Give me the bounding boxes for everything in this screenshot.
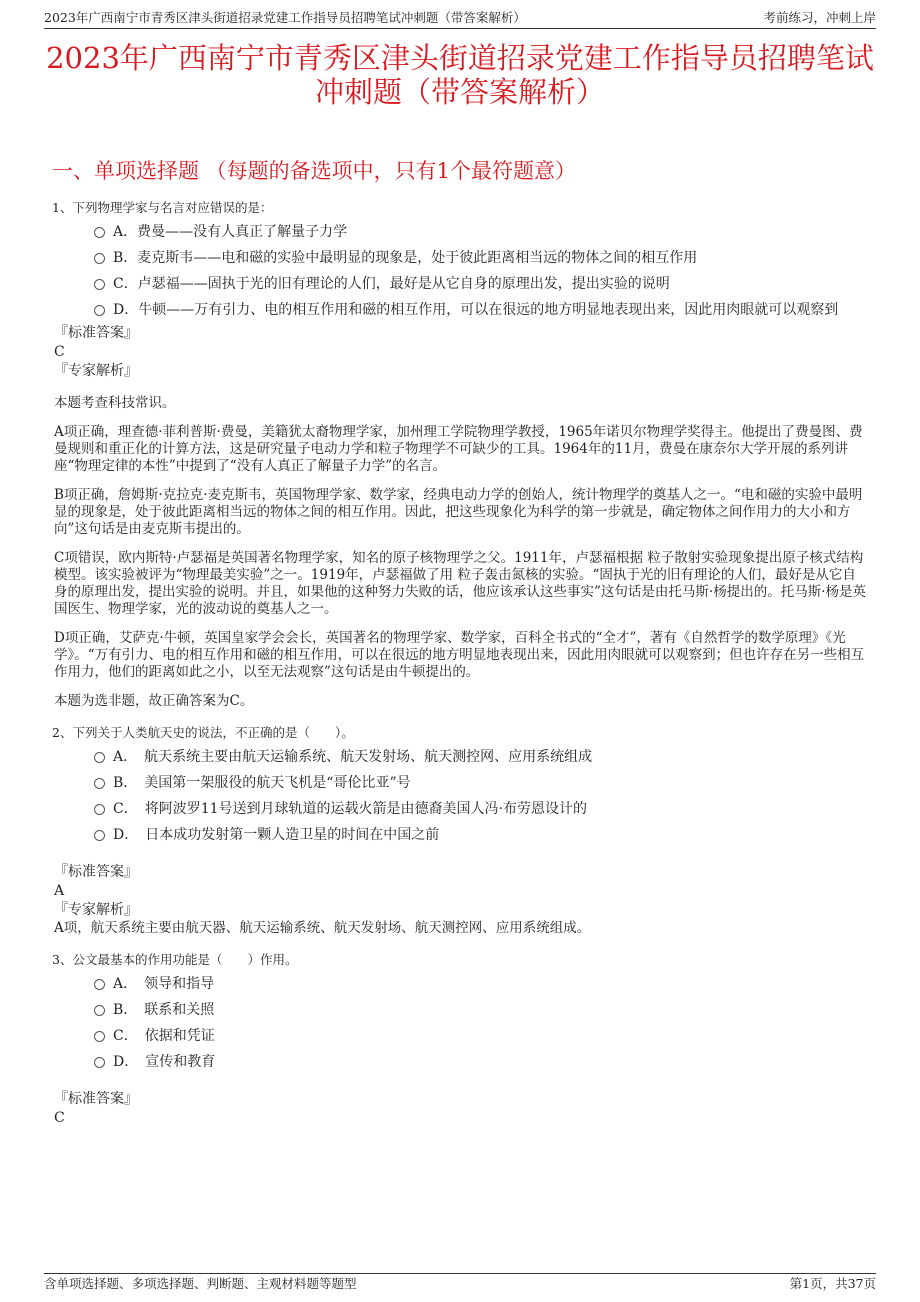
question-3-option-a[interactable] (94, 972, 880, 996)
analysis-label: 『专家解析』 (54, 902, 138, 918)
question-1-option-d[interactable] (94, 298, 880, 322)
header-slogan: 考前练习，冲刺上岸 (763, 10, 876, 25)
footer-note: 含单项选择题、多项选择题、判断题、主观材料题等题型 (44, 1276, 357, 1291)
analysis-paragraph: D项正确，艾萨克·牛顿，英国皇家学会会长，英国著名的物理学家、数学家，百科全书式的“全才”，著有《自然哲学的数学原理》《光学》。“万有引力、电的相互作用和磁的相互作用，可以在很远的地方明显地表现出来，因此用肉眼就可以观察到；但也许存在另一些相互作用力，他们的距离如此之小，以至无法观察”这句话是由牛顿提出的。 (54, 630, 865, 680)
answer-label: 『标准答案』 (54, 325, 138, 341)
page-header (44, 10, 876, 29)
option-text: C． 将阿波罗11号送到月球轨道的运载火箭是由德裔美国人冯·布劳恩设计的 (113, 801, 587, 817)
analysis-paragraph: C项错误，欧内斯特·卢瑟福是英国著名物理学家，知名的原子核物理学之父。1911年，卢瑟福根据 粒子散射实验现象提出原子核式结构模型。该实验被评为“物理最美实验”之一。1919年，卢瑟福做了用 粒子轰击氮核的实验。“固执于光的旧有理论的人们，最好是从它自身的原理出发，提出实验的说明。并且，如果他的这种努力失败的话，他应该承认这些事实”这句话是由托马斯·杨提出的。托马斯·杨是英国医生、物理学家，光的波动说的奠基人之一。 (54, 550, 866, 617)
answer-label: 『标准答案』 (54, 864, 138, 880)
document-content (0, 185, 920, 1263)
question-1-option-a[interactable] (94, 220, 880, 244)
analysis-label: 『专家解析』 (54, 363, 138, 379)
question-3-option-d[interactable] (94, 1050, 880, 1074)
option-text: A． 航天系统主要由航天运输系统、航天发射场、航天测控网、应用系统组成 (113, 749, 593, 765)
question-1-option-b[interactable] (94, 246, 880, 270)
radio-icon[interactable] (94, 830, 105, 841)
option-text: A． 领导和指导 (113, 976, 215, 992)
radio-icon[interactable] (94, 305, 105, 316)
spacer (0, 381, 920, 395)
section-heading: 一、单项选择题 （每题的备选项中，只有1个最符题意） (52, 159, 577, 183)
radio-icon[interactable] (94, 979, 105, 990)
question-2-option-a[interactable] (94, 745, 880, 769)
page-footer (44, 1273, 876, 1292)
radio-icon[interactable] (94, 1057, 105, 1068)
option-text: A．费曼——没有人真正了解量子力学 (113, 224, 348, 240)
radio-icon[interactable] (94, 752, 105, 763)
document-title: 2023年广西南宁市青秀区津头街道招录党建工作指导员招聘笔试冲刺题（带答案解析） (46, 41, 874, 109)
question-3-answer: C (54, 1110, 65, 1126)
radio-icon[interactable] (94, 804, 105, 815)
question-1-answer: C (54, 344, 65, 360)
option-text: B． 美国第一架服役的航天飞机是“哥伦比亚”号 (113, 775, 411, 791)
question-1-stem: 1、下列物理学家与名言对应错误的是： (52, 200, 273, 215)
question-3-stem: 3、公文最基本的作用功能是（ ）作用。 (52, 952, 298, 967)
radio-icon[interactable] (94, 1031, 105, 1042)
option-text: D． 宣传和教育 (113, 1054, 216, 1070)
analysis-paragraph: 本题为选非题，故正确答案为C。 (54, 693, 254, 709)
analysis-paragraph: A项，航天系统主要由航天器、航天运输系统、航天发射场、航天测控网、应用系统组成。 (54, 920, 591, 936)
option-text: C．卢瑟福——固执于光的旧有理论的人们，最好是从它自身的原理出发，提出实验的说明 (113, 276, 670, 292)
option-text: B．麦克斯韦——电和磁的实验中最明显的现象是，处于彼此距离相当远的物体之间的相互作用 (113, 250, 698, 266)
question-2-stem: 2、下列关于人类航天史的说法，不正确的是（ ）。 (52, 725, 354, 740)
option-text: B． 联系和关照 (113, 1002, 215, 1018)
radio-icon[interactable] (94, 1005, 105, 1016)
analysis-paragraph: A项正确，理查德·菲利普斯·费曼，美籍犹太裔物理学家，加州理工学院物理学教授，1965年诺贝尔物理学奖得主。他提出了费曼图、费曼规则和重正化的计算方法，这是研究量子电动力学和粒子物理学不可缺少的工具。1964年的11月，费曼在康奈尔大学开展的系列讲座“物理定律的本性”中提到了“没有人真正了解量子力学”的名言。 (54, 424, 863, 474)
radio-icon[interactable] (94, 227, 105, 238)
question-2-option-c[interactable] (94, 797, 880, 821)
radio-icon[interactable] (94, 279, 105, 290)
question-2-answer: A (54, 883, 65, 899)
option-text: C． 依据和凭证 (113, 1028, 215, 1044)
option-text: D． 日本成功发射第一颗人造卫星的时间在中国之前 (113, 827, 440, 843)
question-2-option-d[interactable] (94, 823, 880, 847)
radio-icon[interactable] (94, 253, 105, 264)
radio-icon[interactable] (94, 778, 105, 789)
page-number: 第1页，共37页 (789, 1276, 876, 1291)
spacer (0, 1076, 920, 1090)
analysis-paragraph: B项正确，詹姆斯·克拉克·麦克斯韦，英国物理学家、数学家，经典电动力学的创始人，统计物理学的奠基人之一。“电和磁的实验中最明显的现象是，处于彼此距离相当远的物体之间的相互作用。因此，把这些现象化为科学的第一步就是，确定物体之间作用力的大小和方向”这句话是由麦克斯韦提出的。 (54, 487, 863, 537)
spacer (0, 849, 920, 863)
question-1-option-c[interactable] (94, 272, 880, 296)
option-text: D．牛顿——万有引力、电的相互作用和磁的相互作用，可以在很远的地方明显地表现出来，因此用肉眼就可以观察到 (113, 302, 839, 318)
question-3-option-b[interactable] (94, 998, 880, 1022)
analysis-paragraph: 本题考查科技常识。 (54, 395, 176, 411)
question-3-option-c[interactable] (94, 1024, 880, 1048)
answer-label: 『标准答案』 (54, 1091, 138, 1107)
question-2-option-b[interactable] (94, 771, 880, 795)
header-title: 2023年广西南宁市青秀区津头街道招录党建工作指导员招聘笔试冲刺题（带答案解析） (44, 10, 526, 25)
